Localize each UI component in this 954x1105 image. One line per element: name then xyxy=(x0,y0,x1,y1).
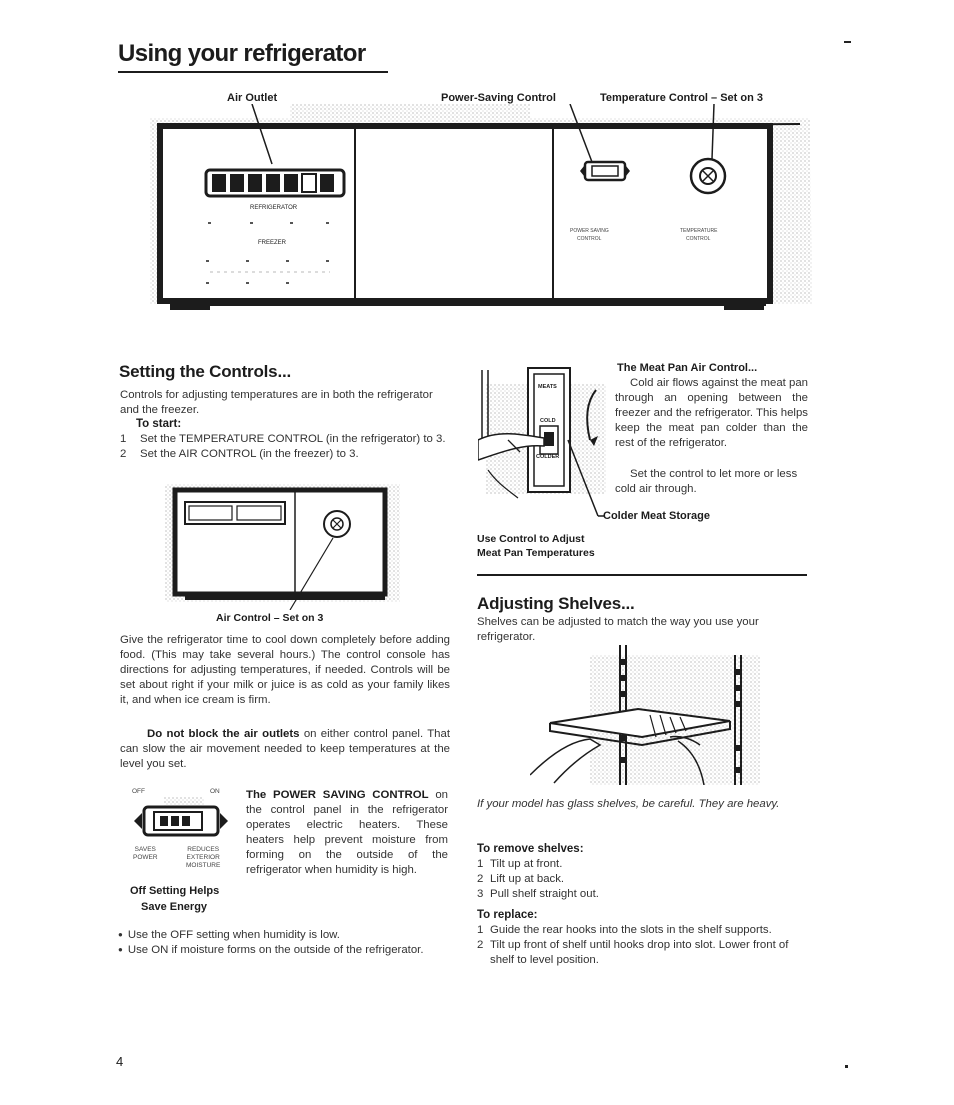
list-item: 1 Set the TEMPERATURE CONTROL (in the refrigerator) to 3. xyxy=(120,433,446,445)
air-control-caption: Air Control – Set on 3 xyxy=(216,612,324,624)
list-item: 2 Lift up at back. xyxy=(477,873,565,885)
adjusting-shelves-heading: Adjusting Shelves... xyxy=(477,594,635,613)
replace-shelves-heading: To replace: xyxy=(477,909,538,921)
page-title: Using your refrigerator xyxy=(118,40,366,67)
label-power-saving-control: Power-Saving Control xyxy=(441,92,556,104)
replace-shelves-steps xyxy=(477,923,807,968)
list-item: 2 Tilt up front of shelf until hooks drop into slot. Lower front of shelf to level position. xyxy=(477,939,789,966)
power-saving-bold: The POWER SAVING CONTROL xyxy=(246,789,429,801)
panel-freezer-text: FREEZER xyxy=(258,240,287,246)
section-divider xyxy=(477,574,807,576)
cooldown-paragraph: Give the refrigerator time to cool down completely before adding food. (This may take several hours.) The control console has directions for adjusting temperatures, if needed. Controls will be set about right if your milk or juice is as cold as your family likes it, and when ice cream is firm. xyxy=(120,634,450,706)
panel-refrigerator-text: REFRIGERATOR xyxy=(250,205,298,211)
corner-mark xyxy=(844,41,851,43)
colder-meat-storage-label: Colder Meat Storage xyxy=(603,510,710,522)
panel-power-saving-text-2: CONTROL xyxy=(577,236,602,242)
save-energy-caption: Save Energy xyxy=(141,901,208,913)
glass-shelves-note: If your model has glass shelves, be careful. They are heavy. xyxy=(477,798,780,810)
meat-pan-heading: The Meat Pan Air Control... xyxy=(617,362,758,374)
fig-meats-label: MEATS xyxy=(538,384,557,390)
setting-controls-intro: Controls for adjusting temperatures are in both the refrigerator and the freezer. xyxy=(120,389,433,416)
label-temperature-control: Temperature Control – Set on 3 xyxy=(600,92,763,104)
list-item: 1 Tilt up at front. xyxy=(477,858,563,870)
air-outlets-bold: Do not block the air outlets xyxy=(147,728,300,740)
power-saving-bullets xyxy=(118,928,448,958)
fig-on-label: ON xyxy=(210,788,220,795)
fig-off-label: OFF xyxy=(132,788,145,795)
list-item: ● Use ON if moisture forms on the outside of the refrigerator. xyxy=(118,943,448,958)
title-underline xyxy=(118,71,388,73)
shelf-illustration xyxy=(530,645,790,785)
list-item: 2 Set the AIR CONTROL (in the freezer) to 3. xyxy=(120,448,359,460)
meat-pan-set-paragraph: Set the control to let more or less cold air through. xyxy=(615,468,798,495)
meat-pan-control-illustration xyxy=(478,360,628,530)
list-item: 3 Pull shelf straight out. xyxy=(477,888,599,900)
page-number: 4 xyxy=(116,1054,124,1069)
panel-temperature-text-2: CONTROL xyxy=(686,236,711,242)
fig-colder-label: COLDER xyxy=(536,454,560,460)
setting-controls-heading: Setting the Controls... xyxy=(119,362,292,381)
power-switch-illustration xyxy=(124,797,236,845)
control-panel-illustration xyxy=(140,104,820,322)
meat-pan-caption-1: Use Control to Adjust xyxy=(477,533,585,545)
shelves-intro: Shelves can be adjusted to match the way you use your refrigerator. xyxy=(477,616,759,643)
air-outlets-paragraph: Do not block the air outlets on either control panel. That can slow the air movement needed to keep temperatures at the level you set. xyxy=(120,728,450,770)
fig-saves-power: SAVES POWER xyxy=(133,846,158,861)
corner-dot xyxy=(845,1065,848,1068)
off-setting-caption: Off Setting Helps xyxy=(130,885,220,897)
air-control-illustration xyxy=(165,478,405,610)
list-item: 1 Guide the rear hooks into the slots in the shelf supports. xyxy=(477,924,772,936)
power-saving-paragraph: The POWER SAVING CONTROL on the control panel in the refrigerator operates electric heaters. These heaters help prevent moisture from forming on the outside of the refrigerator when humidity is high. xyxy=(246,789,448,876)
remove-shelves-heading: To remove shelves: xyxy=(477,843,584,855)
meat-pan-caption-2: Meat Pan Temperatures xyxy=(477,547,595,559)
fig-reduces-moisture: REDUCES EXTERIOR MOISTURE xyxy=(186,846,221,869)
to-start-heading: To start: xyxy=(136,418,182,430)
panel-power-saving-text: POWER SAVING xyxy=(570,228,609,234)
list-item: ● Use the OFF setting when humidity is low. xyxy=(118,928,448,943)
panel-temperature-text: TEMPERATURE xyxy=(680,228,718,234)
meat-pan-paragraph: Cold air flows against the meat pan through an opening between the freezer and the refrigerator. This helps keep the meat pan colder than the rest of the refrigerator. xyxy=(615,377,808,449)
remove-shelves-steps xyxy=(477,857,807,902)
fig-cold-label: COLD xyxy=(540,418,556,424)
to-start-steps xyxy=(120,432,450,462)
label-air-outlet: Air Outlet xyxy=(227,92,278,104)
